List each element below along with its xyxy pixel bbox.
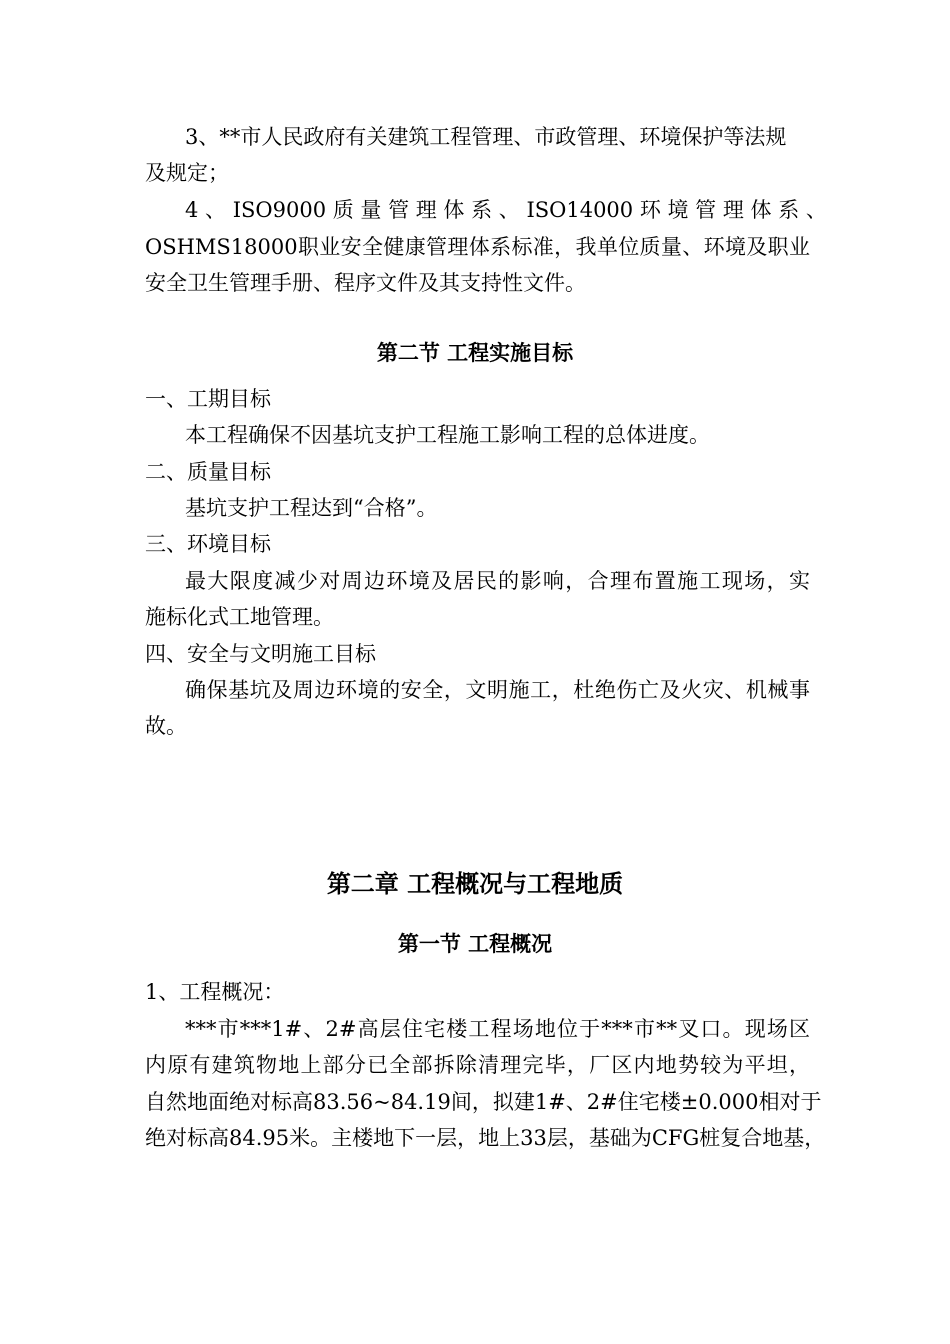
regulation-item-3-line-1: 3、**市人民政府有关建筑工程管理、市政管理、环境保护等法规 [185, 125, 787, 149]
chapter-title: 第二章 工程概况与工程地质 [326, 869, 624, 898]
section-title-implementation-goals: 第二节 工程实施目标 [376, 340, 574, 365]
section-title-project-overview: 第一节 工程概况 [397, 931, 553, 956]
goal-safety-heading: 四、安全与文明施工目标 [145, 642, 376, 666]
regulation-item-4-line-1: 4 、 ISO9000 质 量 管 理 体 系 、 ISO14000 环 境 管 理 体 系 、 [185, 198, 827, 222]
regulation-item-4-line-2: OSHMS18000职业安全健康管理体系标准，我单位质量、环境及职业 [145, 235, 810, 259]
overview-text-line-1: ***市***1#、2#高层住宅楼工程场地位于***市**叉口。现场区 [185, 1017, 810, 1041]
regulation-item-3-line-2: 及规定； [145, 161, 229, 185]
overview-text-line-4: 绝对标高84.95米。主楼地下一层，地上33层，基础为CFG桩复合地基， [145, 1126, 826, 1150]
goal-environment-text-line-1: 最大限度减少对周边环境及居民的影响，合理布置施工现场，实 [185, 569, 810, 593]
goal-environment-heading: 三、环境目标 [145, 532, 271, 556]
goal-quality-text: 基坑支护工程达到“合格”。 [185, 496, 438, 520]
goal-environment-text-line-2: 施标化式工地管理。 [145, 605, 334, 629]
goal-safety-text-line-2: 故。 [145, 714, 187, 738]
goal-schedule-text: 本工程确保不因基坑支护工程施工影响工程的总体进度。 [185, 423, 710, 447]
overview-heading: 1、工程概况： [145, 980, 285, 1004]
goal-quality-heading: 二、质量目标 [145, 460, 271, 484]
goal-schedule-heading: 一、工期目标 [145, 387, 271, 411]
goal-safety-text-line-1: 确保基坑及周边环境的安全，文明施工，杜绝伤亡及火灾、机械事 [185, 678, 810, 702]
regulation-item-4-line-3: 安全卫生管理手册、程序文件及其支持性文件。 [145, 271, 586, 295]
overview-text-line-2: 内原有建筑物地上部分已全部拆除清理完毕，厂区内地势较为平坦， [145, 1053, 810, 1077]
overview-text-line-3: 自然地面绝对标高83.56~84.19间，拟建1#、2#住宅楼±0.000相对于 [145, 1090, 822, 1114]
